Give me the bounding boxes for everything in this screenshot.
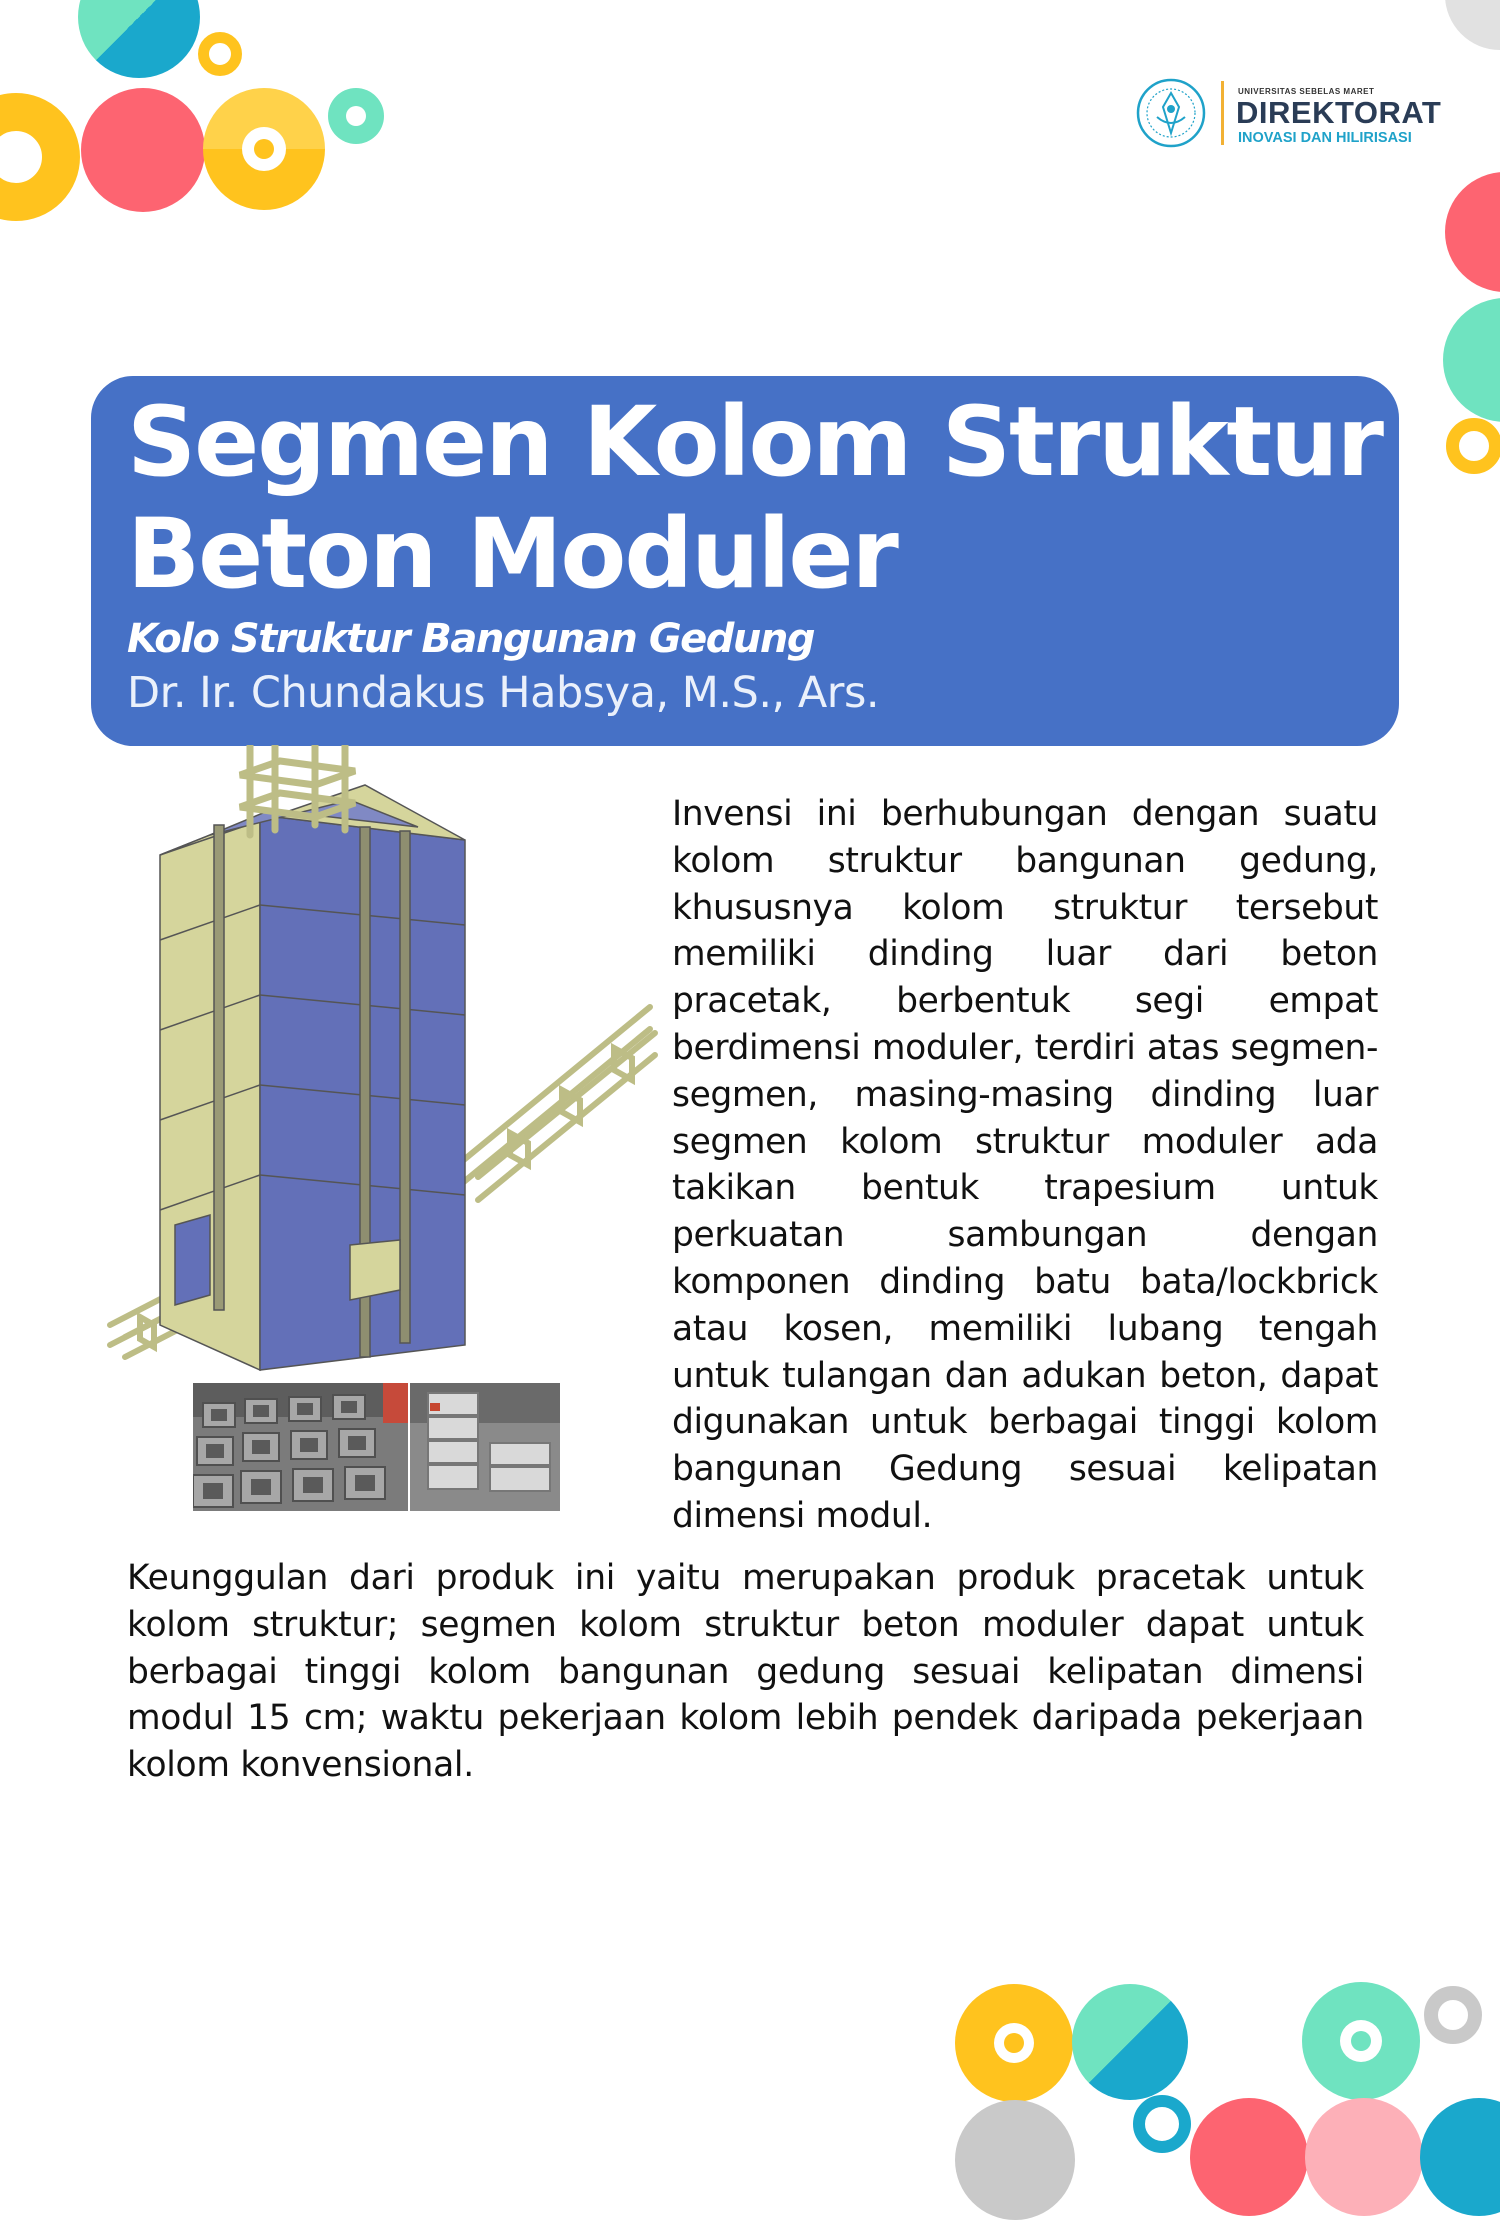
photo-segments-stacked: [193, 1383, 408, 1511]
page-title-line-1: Segmen Kolom Struktur: [127, 386, 1382, 498]
decor-circle-grey-corner: [1445, 0, 1500, 50]
uns-seal-icon: [1135, 77, 1207, 149]
decor-circle-grey-bottom: [955, 2100, 1075, 2220]
decor-circle-blue-bottom-right: [1420, 2098, 1500, 2216]
decor-circle-teal-blue-bottom: [1072, 1984, 1188, 2100]
column-segments: [160, 785, 465, 1370]
decor-circle-teal-right: [1443, 298, 1500, 422]
author: Dr. Ir. Chundakus Habsya, M.S., Ars.: [127, 668, 880, 718]
decor-ring-grey-bottom: [1424, 1986, 1482, 2044]
logo: [1135, 75, 1442, 155]
description-text: Invensi ini berhubungan dengan suatu kolom struktur bangunan gedung, khususnya kolom struktur tersebut memiliki dinding luar dari beton pracetak, berbentuk segi empat berdimensi moduler, terdiri atas segmen-segmen, masing-masing dinding luar segmen kolom struktur moduler ada takikan bentuk trapesium untuk perkuatan sambungan dengan komponen dinding batu bata/lockbrick atau kosen, memiliki lubang tengah untuk tulangan dan adukan beton, dapat digunakan untuk berbagai tinggi kolom bangunan Gedung sesuai kelipatan dimensi modul.: [672, 794, 1378, 1536]
logo-divider: [1221, 81, 1224, 145]
decor-ring-teal-small-hole: [346, 106, 366, 126]
decor-ring-yellow-large: [0, 93, 80, 221]
column-illustration: [100, 745, 660, 1385]
decor-ring-yellow-donut-dot: [254, 139, 274, 159]
logo-name: DIREKTORAT: [1236, 95, 1442, 130]
decor-ring-teal-bottom-dot: [1351, 2031, 1371, 2051]
photo-segment-tower: [410, 1383, 560, 1511]
logo-division: INOVASI DAN HILIRISASI: [1238, 130, 1412, 146]
decor-circle-red: [81, 88, 205, 212]
decor-circle-teal-blue: [78, 0, 200, 78]
advantages-text: Keunggulan dari produk ini yaitu merupakan produk pracetak untuk kolom struktur; segmen kolom struktur beton moduler dapat untuk berbagai tinggi kolom bangunan gedung sesuai kelipatan dimensi modul 15 cm; waktu pekerjaan kolom lebih pendek daripada pekerjaan kolom konvensional.: [127, 1558, 1364, 1786]
decor-ring-blue-bottom: [1133, 2095, 1191, 2153]
title-panel: [91, 376, 1399, 746]
beam-rebar-right: [460, 1007, 655, 1200]
decor-circle-pink-bottom: [1305, 2098, 1423, 2216]
page-title: [127, 386, 1382, 610]
decor-ring-yellow-right: [1446, 418, 1500, 474]
decor-circle-red-bottom: [1190, 2098, 1308, 2216]
decor-ring-yellow-bottom-dot: [1004, 2033, 1024, 2053]
page-subtitle: Kolo Struktur Bangunan Gedung: [127, 616, 815, 662]
page-title-line-2: Beton Moduler: [127, 498, 897, 610]
decor-circle-red-right: [1445, 172, 1500, 292]
decor-ring-yellow-small: [198, 32, 242, 76]
logo-university: UNIVERSITAS SEBELAS MARET: [1238, 87, 1375, 96]
